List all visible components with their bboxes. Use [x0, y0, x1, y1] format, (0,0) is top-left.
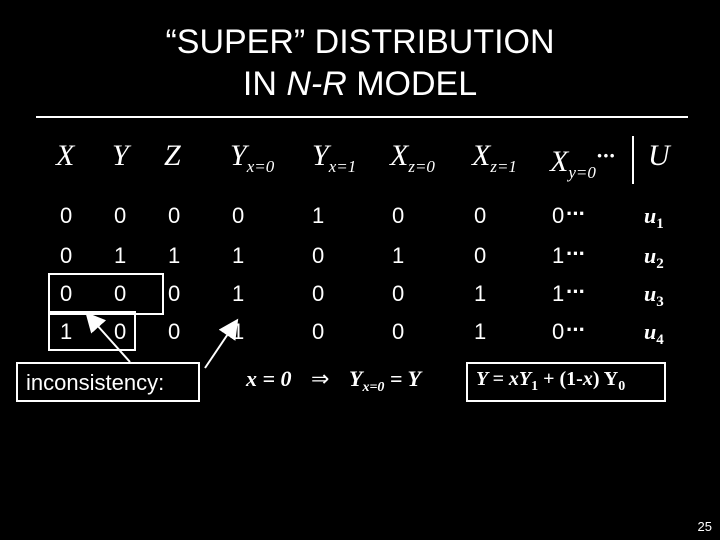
header-z: Z [164, 139, 181, 172]
cell-yx1: 0 [312, 281, 325, 306]
cell-y: 0 [114, 203, 127, 228]
cell-xz0: 0 [392, 319, 405, 344]
cell-x: 1 [60, 319, 73, 344]
header-u: U [648, 139, 670, 172]
cell-xz0: 1 [392, 243, 405, 268]
cell-xz1: 1 [474, 319, 487, 344]
formula: $Y = xY_1 + (1-x)$ $Y_0$ [476, 368, 626, 394]
cell-dots: ··· [566, 317, 585, 342]
cell-u: $u_1$ [644, 203, 664, 232]
cell-x: 0 [60, 243, 73, 268]
cell-xz1: 0 [474, 243, 487, 268]
cell-u: $u_3$ [644, 281, 664, 310]
implication: x = 0 ⇒ $Y_{x=0} = Y$ [246, 366, 421, 395]
header-x-z0: $X_{z=0}$ [390, 139, 435, 176]
cell-xz0: 0 [392, 281, 405, 306]
page-number: 25 [697, 519, 712, 534]
arrow-to-row4 [205, 322, 236, 368]
header-x: X [56, 139, 75, 172]
slide-title-line2: IN N-R MODEL [242, 65, 478, 103]
cell-yx0: 1 [232, 281, 245, 306]
cell-xz1: 0 [474, 203, 487, 228]
cell-dots: ··· [566, 201, 585, 226]
cell-z: 0 [168, 319, 181, 344]
arrow-to-row3 [88, 315, 130, 362]
cell-y: 1 [114, 243, 127, 268]
inconsistency-label: inconsistency: [26, 370, 165, 395]
cell-x: 0 [60, 281, 73, 306]
cell-dots: ··· [566, 241, 585, 266]
header-y-x1: $Y_{x=1}$ [312, 139, 357, 176]
cell-xz1: 1 [474, 281, 487, 306]
cell-u: $u_4$ [644, 319, 664, 348]
cell-xy0: 1 [552, 243, 565, 268]
cell-x: 0 [60, 203, 73, 228]
cell-xy0: 1 [552, 281, 565, 306]
cell-y: 0 [114, 281, 127, 306]
cell-yx0: 1 [232, 319, 245, 344]
slide-title-line1: “SUPER” DISTRIBUTION [165, 23, 555, 61]
cell-dots: ··· [566, 279, 585, 304]
cell-z: 0 [168, 281, 181, 306]
cell-z: 0 [168, 203, 181, 228]
cell-xy0: 0 [552, 203, 565, 228]
header-y-x0: $Y_{x=0}$ [230, 139, 275, 176]
header-x-z1: $X_{z=1}$ [472, 139, 517, 176]
header-x-y0: $X_{y=0}^{\cdot\cdot\cdot}$ [550, 143, 615, 182]
cell-xy0: 0 [552, 319, 565, 344]
header-y: Y [112, 139, 129, 172]
cell-yx1: 1 [312, 203, 325, 228]
cell-u: $u_2$ [644, 243, 664, 272]
cell-y: 0 [114, 319, 127, 344]
cell-z: 1 [168, 243, 181, 268]
cell-yx0: 0 [232, 203, 245, 228]
cell-yx0: 1 [232, 243, 245, 268]
cell-yx1: 0 [312, 243, 325, 268]
cell-xz0: 0 [392, 203, 405, 228]
cell-yx1: 0 [312, 319, 325, 344]
